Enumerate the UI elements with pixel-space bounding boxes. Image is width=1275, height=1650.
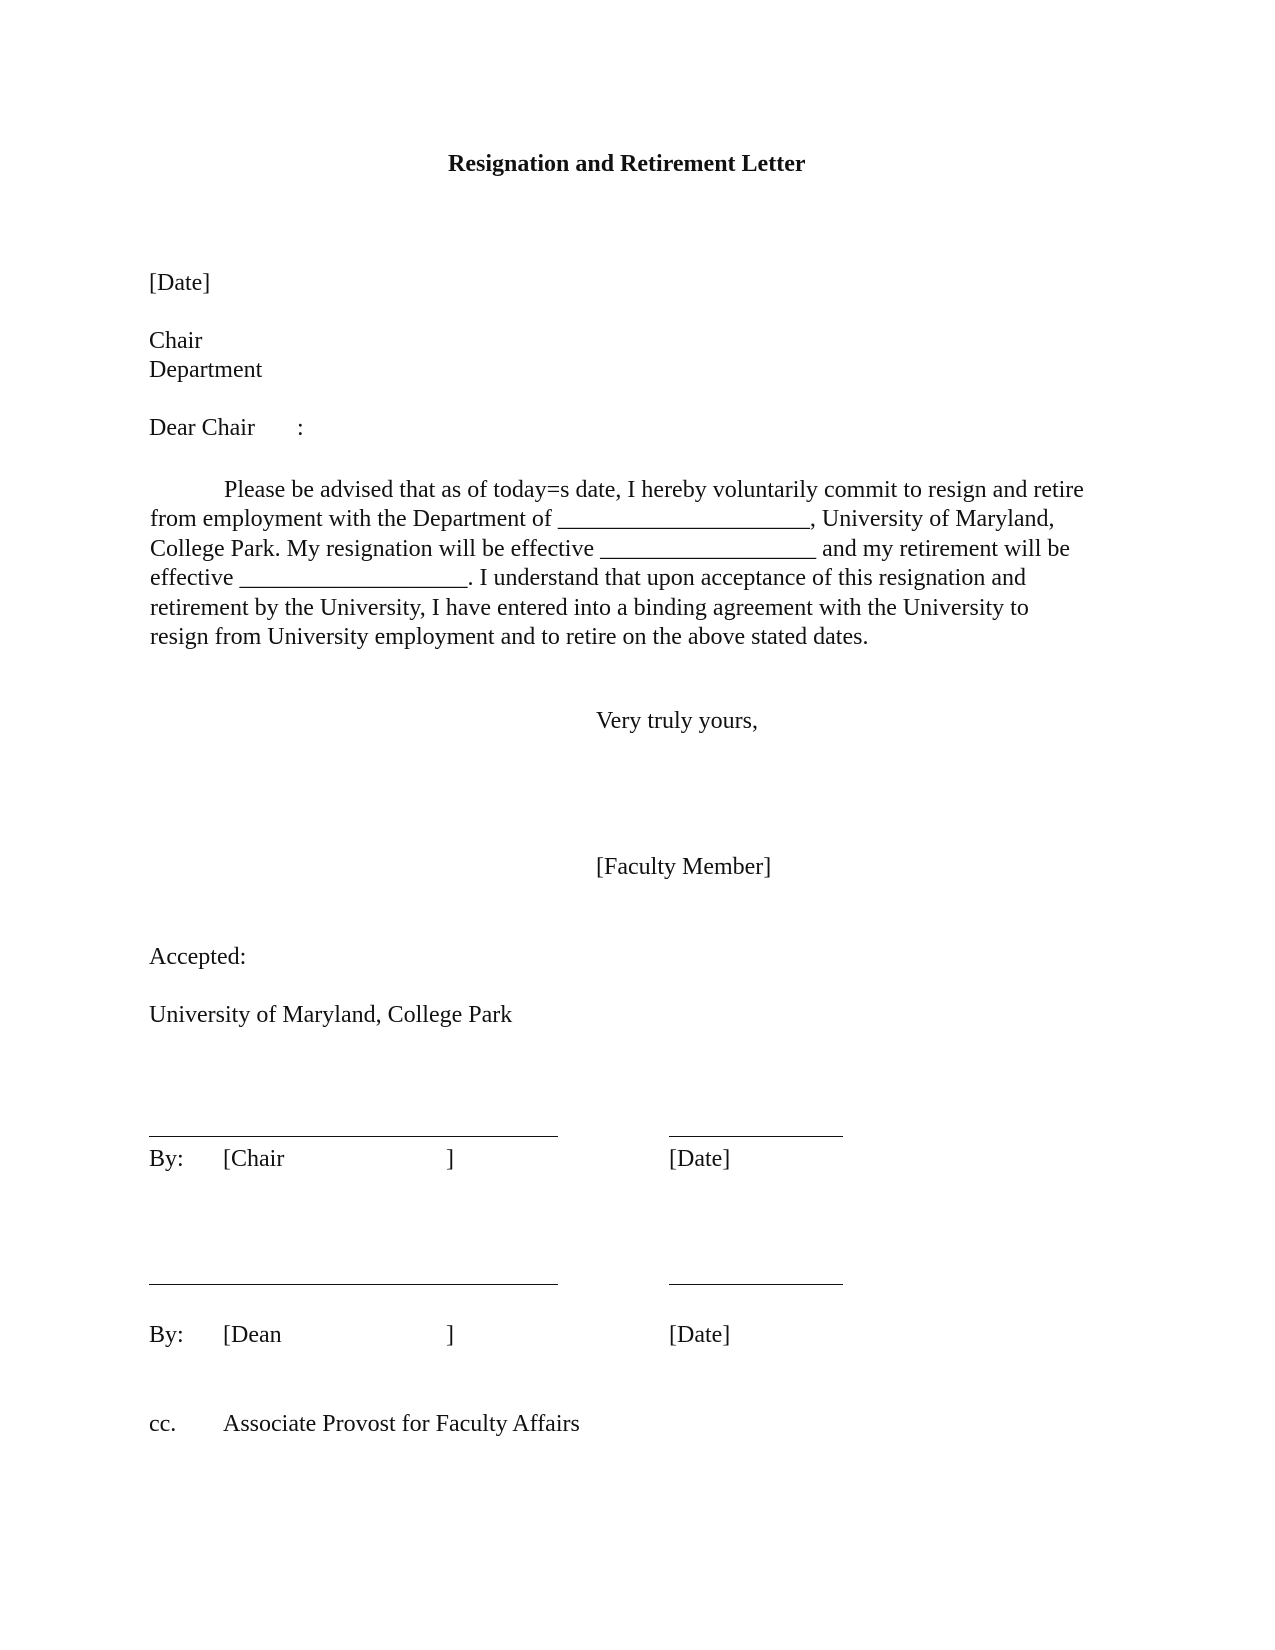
body-line: retirement by the University, I have entered into a binding agreement with the University to	[150, 594, 1029, 621]
by-label: By:	[149, 1146, 184, 1172]
chair-name-placeholder: [Chair	[223, 1146, 285, 1172]
closing: Very truly yours,	[596, 708, 758, 734]
dean-name-bracket: ]	[446, 1322, 454, 1348]
by-label: By:	[149, 1322, 184, 1348]
body-line: College Park. My resignation will be effective __________________ and my retirement will be	[150, 535, 1071, 562]
body-line: from employment with the Department of _____________________, University of Maryland,	[150, 506, 1055, 533]
accepted-label: Accepted:	[149, 944, 247, 970]
chair-date-placeholder: [Date]	[669, 1146, 731, 1172]
chair-date-line	[669, 1136, 843, 1137]
letter-body	[150, 476, 1118, 652]
recipient-line-1: Chair	[149, 328, 203, 354]
dean-name-placeholder: [Dean	[223, 1322, 282, 1348]
dean-date-placeholder: [Date]	[669, 1322, 731, 1348]
document-title: Resignation and Retirement Letter	[448, 151, 806, 177]
salutation: Dear Chair :	[149, 415, 304, 441]
dean-date-line	[669, 1284, 843, 1285]
body-line: Please be advised that as of today=s date, I hereby voluntarily commit to resign and retire	[224, 477, 1084, 503]
recipient-line-2: Department	[149, 357, 263, 383]
body-line: effective ___________________. I understand that upon acceptance of this resignation and	[150, 565, 1026, 592]
date-placeholder: [Date]	[149, 270, 211, 296]
body-line: resign from University employment and to retire on the above stated dates.	[150, 624, 869, 651]
institution-name: University of Maryland, College Park	[149, 1002, 513, 1028]
chair-signature-line	[149, 1136, 558, 1137]
signer-name: [Faculty Member]	[596, 854, 772, 880]
dean-signature-line	[149, 1284, 558, 1285]
chair-name-bracket: ]	[446, 1146, 454, 1172]
cc-label: cc.	[149, 1411, 177, 1437]
cc-recipient: Associate Provost for Faculty Affairs	[223, 1411, 580, 1437]
